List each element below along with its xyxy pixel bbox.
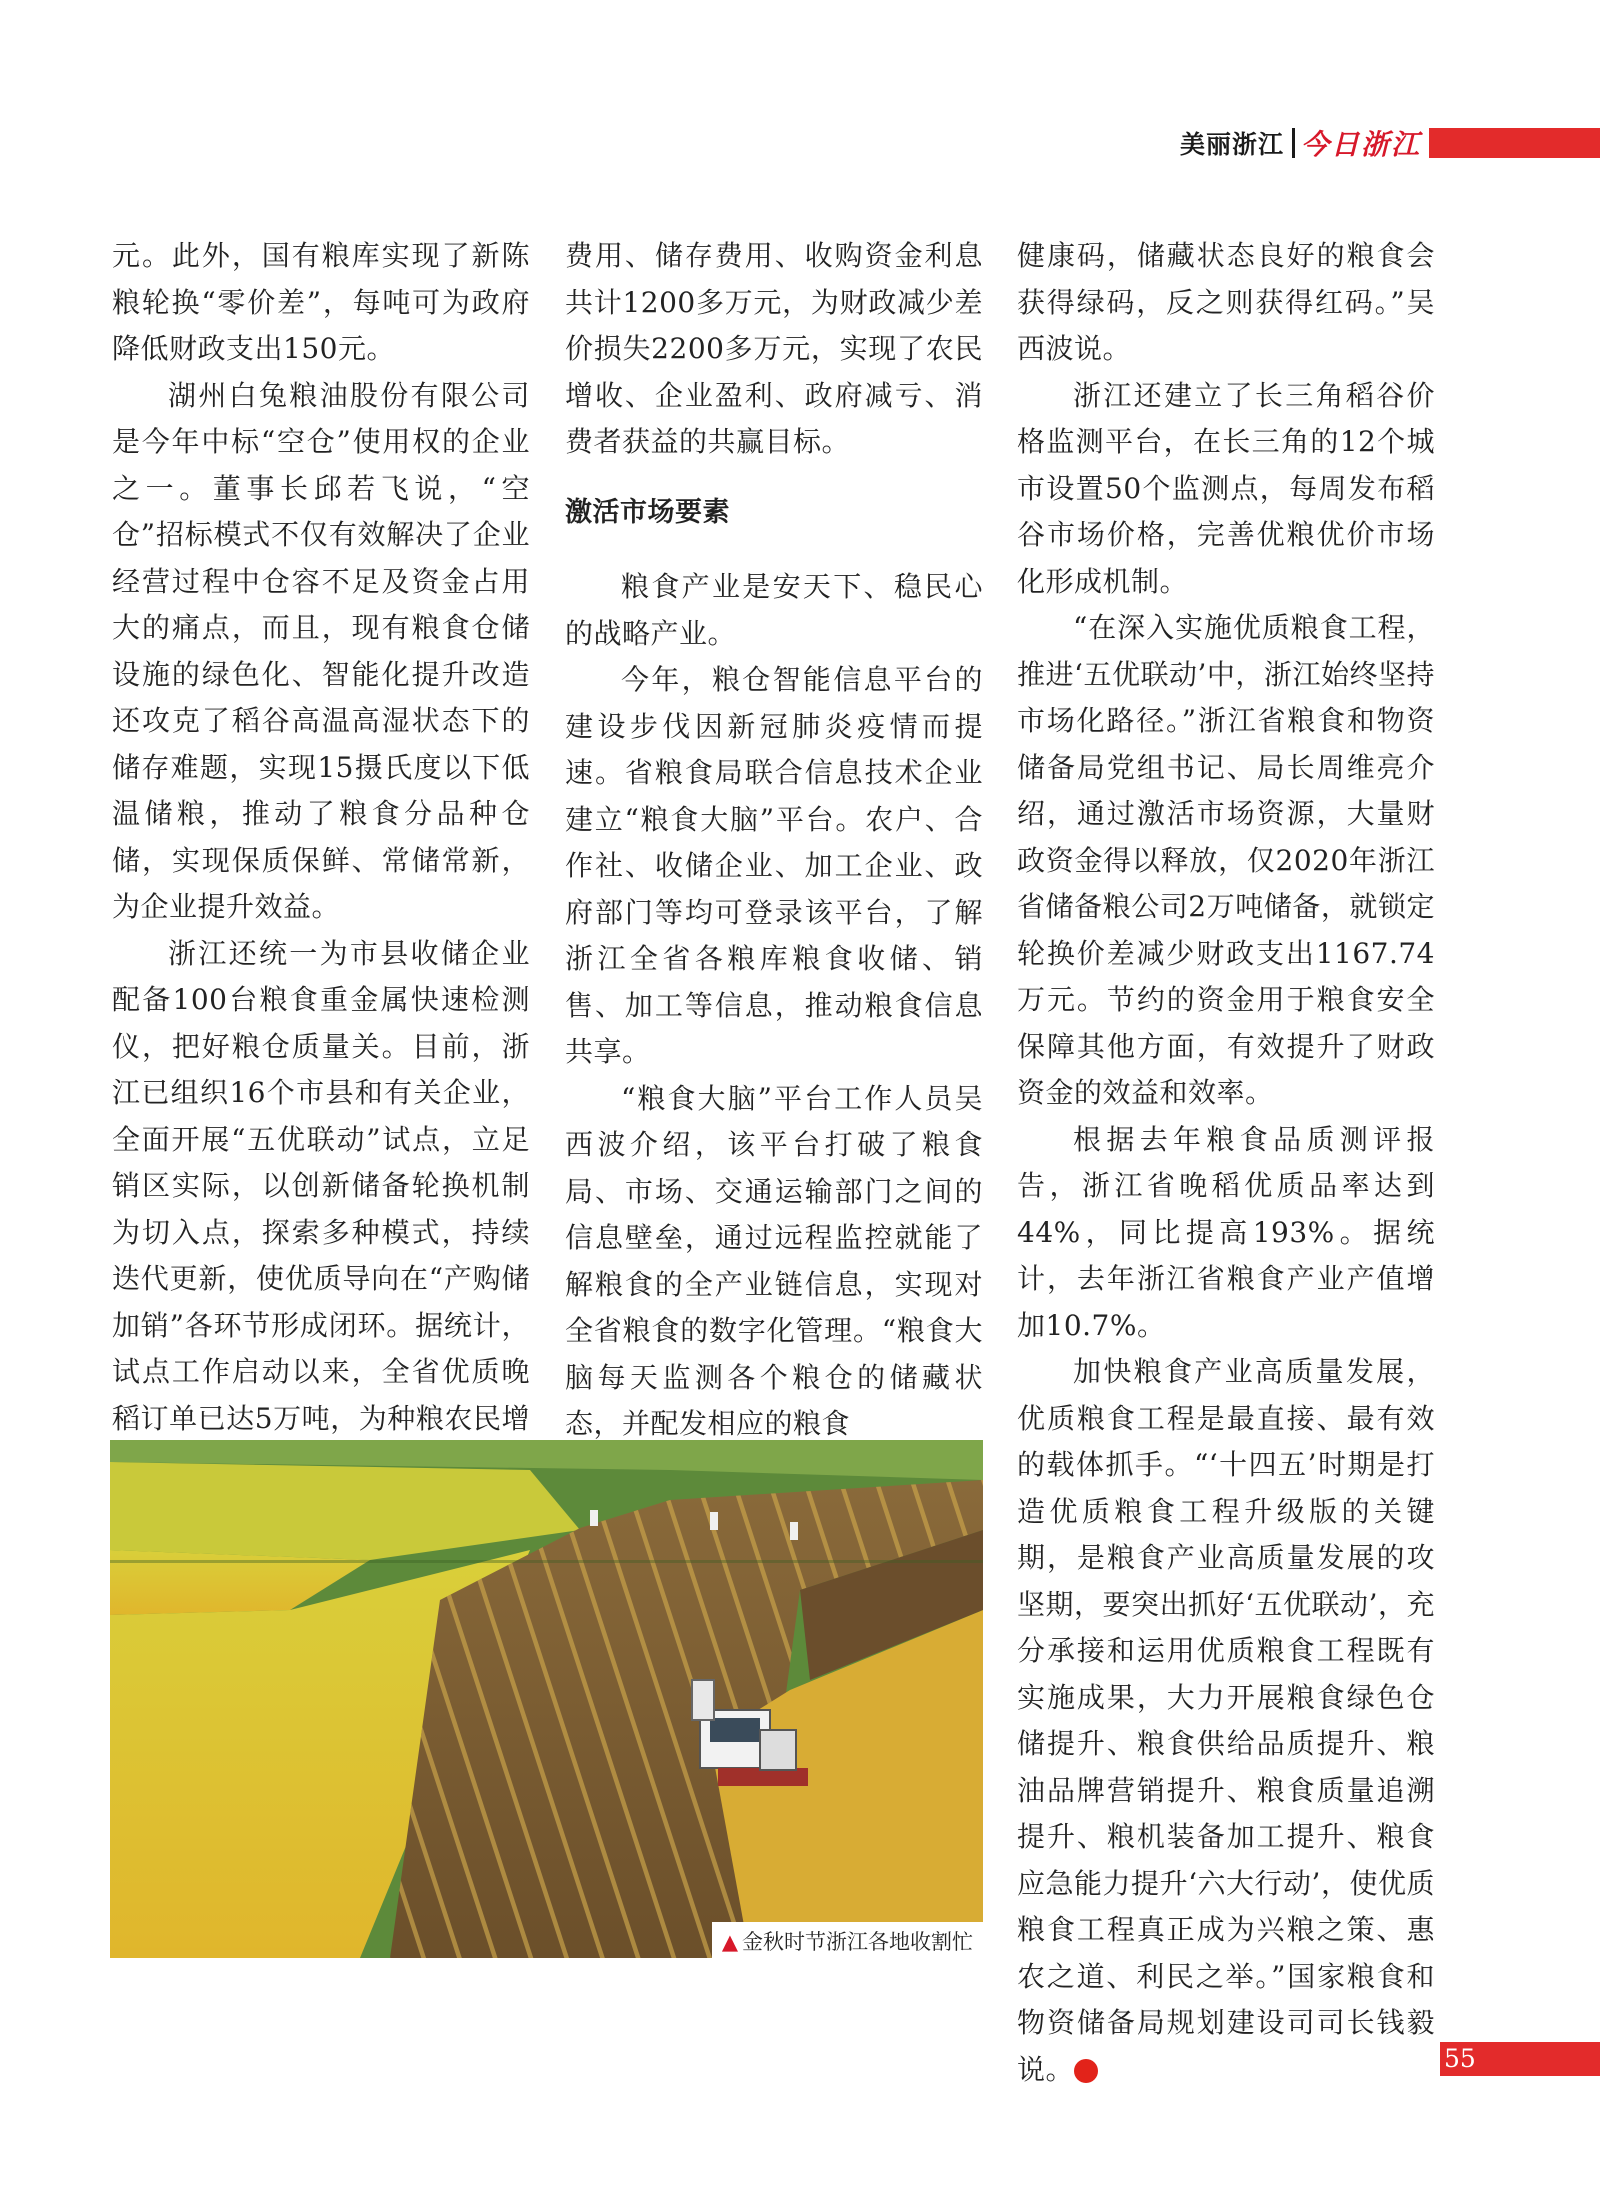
paragraph: 浙江还统一为市县收储企业配备100台粮食重金属快速检测仪，把好粮仓质量关。目前，浙江已组织16个市县和有关企业，全面开展“五优联动”试点，立足销区实际，以创新储备轮换机制为切入点，探索多种模式，持续迭代更新，使优质导向在“产购储加销”各环节形成闭环。据统计，试点工作启动以来，全省优质晚稻订单已达5万吨，为种粮农民增 (112, 936, 530, 1435)
header-red-bar (1429, 128, 1600, 158)
caption-text: 金秋时节浙江各地收割忙 (742, 1930, 973, 1954)
page-number: 55 (1444, 2044, 1476, 2073)
column-1 (112, 233, 530, 1489)
paragraph: 今年，粮仓智能信息平台的建设步伐因新冠肺炎疫情而提速。省粮食局联合信息技术企业建立“粮食大脑”平台。农户、合作社、收储企业、加工企业、政府部门等均可登录该平台，了解浙江全省各粮库粮食收储、销售、加工等信息，推动粮食信息共享。 (565, 663, 983, 1068)
photo-caption (712, 1922, 983, 1958)
magazine-logo: 今日浙江 (1301, 128, 1422, 161)
section-heading: 激活市场要素 (565, 496, 730, 528)
page-footer (1440, 2042, 1600, 2076)
paragraph: 根据去年粮食品质测评报告，浙江省晚稻优质品率达到44%，同比提高193%。据统计，去年浙江省粮食产业产值增加10.7%。 (1017, 1122, 1435, 1342)
paragraph: “粮食大脑”平台工作人员吴西波介绍，该平台打破了粮食局、市场、交通运输部门之间的信息壁垒，通过远程监控就能了解粮食的全产业链信息，实现对全省粮食的数字化管理。“粮食大脑每天监测各个粮仓的储藏状态，并配发相应的粮食 (565, 1081, 983, 1440)
paragraph: 健康码，储藏状态良好的粮食会获得绿码，反之则获得红码。”吴西波说。 (1017, 239, 1435, 365)
paragraph (1017, 1349, 1435, 2093)
paragraph: 浙江还建立了长三角稻谷价格监测平台，在长三角的12个城市设置50个监测点，每周发布稻谷市场价格，完善优粮优价市场化形成机制。 (1017, 378, 1435, 598)
paragraph: 元。此外，国有粮库实现了新陈粮轮换“零价差”，每吨可为政府降低财政支出150元。 (112, 239, 530, 365)
column-3 (1017, 233, 1435, 2093)
harvest-photo (110, 1440, 983, 1958)
paragraph: 湖州白兔粮油股份有限公司是今年中标“空仓”使用权的企业之一。董事长邱若飞说，“空仓”招标模式不仅有效解决了企业经营过程中仓容不足及资金占用大的痛点，而且，现有粮食仓储设施的绿色化、智能化提升改造还攻克了稻谷高温高湿状态下的储存难题，实现15摄氏度以下低温储粮，推动了粮食分品种仓储，实现保质保鲜、常储常新，为企业提升效益。 (112, 378, 530, 923)
column-2 (565, 233, 983, 1448)
paragraph: 粮食产业是安天下、稳民心的战略产业。 (565, 570, 983, 650)
paragraph: 费用、储存费用、收购资金利息共计1200多万元，为财政减少差价损失2200多万元，实现了农民增收、企业盈利、政府减亏、消费者获益的共赢目标。 (565, 239, 983, 458)
paragraph: “在深入实施优质粮食工程，推进‘五优联动’中，浙江始终坚持市场化路径。”浙江省粮食和物资储备局党组书记、局长周维亮介绍，通过激活市场资源，大量财政资金得以释放，仅2020年浙江省储备粮公司2万吨储备，就锁定轮换价差减少财政支出1167.74万元。节约的资金用于粮食安全保障其他方面，有效提升了财政资金的效益和效率。 (1017, 611, 1435, 1109)
caption-triangle-icon: ▲ (721, 1930, 738, 1954)
header-divider (1292, 128, 1295, 158)
paragraph-text: 加快粮食产业高质量发展，优质粮食工程是最直接、最有效的载体抓手。“‘十四五’时期是打造优质粮食工程升级版的关键期，是粮食产业高质量发展的攻坚期，要突出抓好‘五优联动’，充分承接和运用优质粮食工程既有实施成果，大力开展粮食绿色仓储提升、粮食供给品质提升、粮油品牌营销提升、粮食质量追溯提升、粮机装备加工提升、粮食应急能力提升‘六大行动’，使优质粮食工程真正成为兴粮之策、惠农之道、利民之举。”国家粮食和物资储备局规划建设司司长钱毅说。 (1017, 1355, 1435, 2086)
page-header (1180, 126, 1600, 160)
section-title: 美丽浙江 (1180, 130, 1285, 159)
rice-field-illustration (110, 1440, 983, 1958)
end-mark-icon: 今 (1074, 2059, 1098, 2083)
